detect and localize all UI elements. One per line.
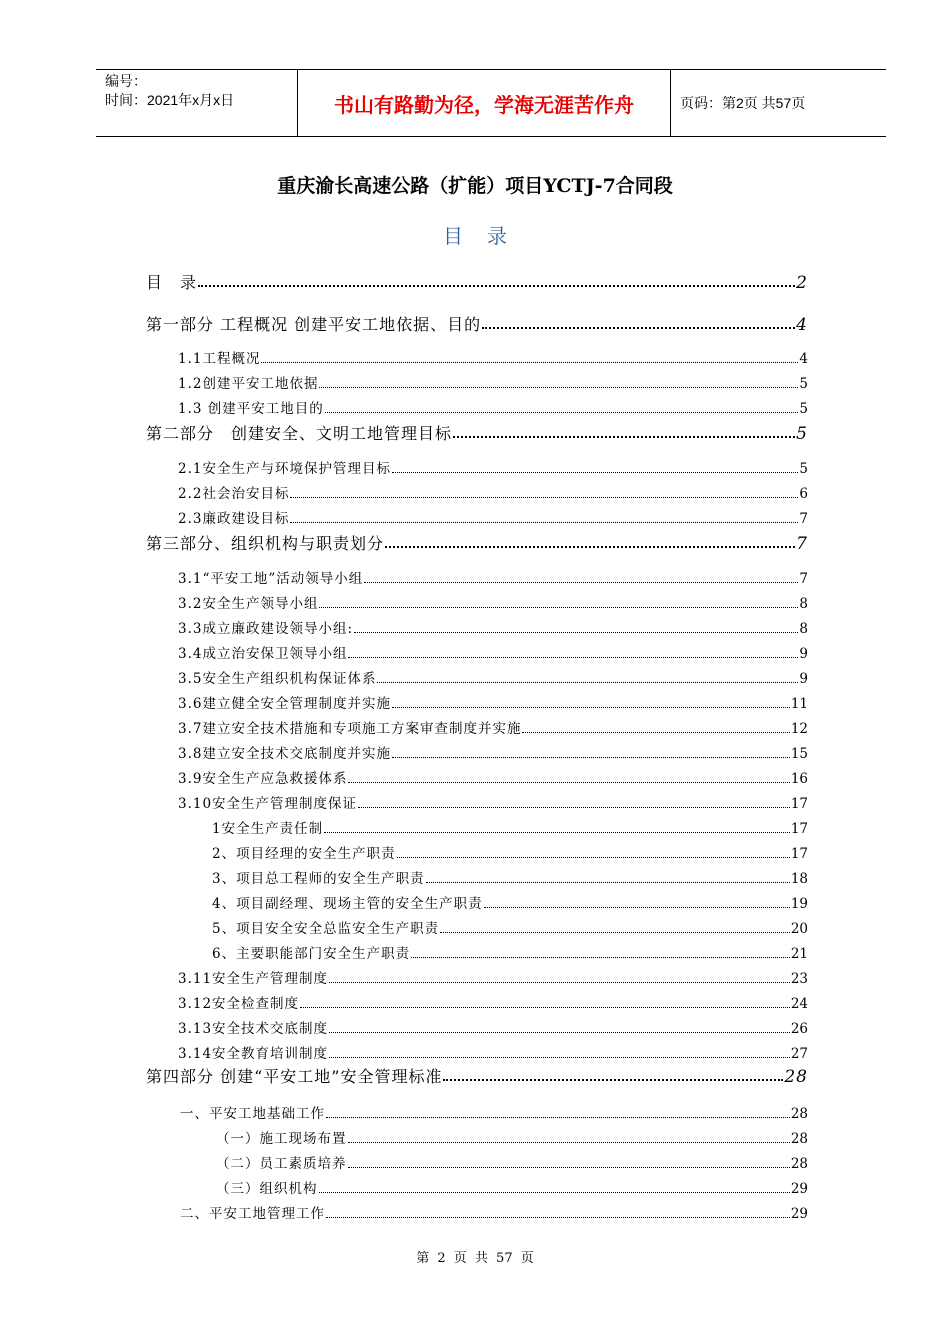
toc-dot-leader: [319, 1182, 790, 1193]
toc-dot-leader: [482, 313, 795, 329]
document-title: 重庆渝长高速公路（扩能）项目YCTJ-7合同段: [277, 175, 673, 197]
toc-dot-leader: [443, 1065, 783, 1081]
toc-entry-label: 5、项目安全安全总监安全生产职责: [212, 921, 440, 937]
toc-dot-leader: [329, 1022, 790, 1033]
toc-dot-leader: [354, 622, 798, 633]
toc-entry[interactable]: [146, 792, 808, 812]
toc-entry-label: 3.6建立健全安全管理制度并实施: [178, 696, 391, 712]
toc-entry-page: 5: [799, 461, 808, 477]
toc-entry-page: 20: [790, 921, 808, 937]
toc-entry-label: 3.5安全生产组织机构保证体系: [178, 671, 377, 687]
toc-entry-label: 1.2创建平安工地依据: [178, 376, 319, 392]
toc-entry-label: 3.7建立安全技术措施和专项施工方案审查制度并实施: [178, 721, 522, 737]
toc-dot-leader: [348, 1157, 790, 1168]
toc-entry-page: 17: [790, 846, 808, 862]
toc-entry-page: 29: [790, 1206, 808, 1222]
toc-entry-label: 一、平安工地基础工作: [180, 1106, 325, 1122]
toc-entry-page: 28: [784, 1067, 808, 1087]
toc-entry-page: 21: [790, 946, 808, 962]
toc-entry-label: 3.10安全生产管理制度保证: [178, 796, 358, 812]
toc-dot-leader: [522, 722, 789, 733]
toc-entry[interactable]: [146, 482, 808, 502]
toc-entry-page: 27: [790, 1046, 808, 1062]
toc-entry[interactable]: [146, 1202, 808, 1222]
toc-heading: 目录: [443, 224, 531, 248]
toc-entry-page: 9: [799, 671, 808, 687]
toc-entry-label: 3.9安全生产应急救援体系: [178, 771, 348, 787]
toc-entry[interactable]: [146, 642, 808, 662]
toc-entry[interactable]: [146, 967, 808, 987]
toc-entry-label: 二、平安工地管理工作: [180, 1206, 325, 1222]
header-page-info: 页码：第2页 共57页: [680, 95, 806, 111]
toc-entry[interactable]: [146, 817, 808, 837]
toc-entry-page: 28: [790, 1106, 808, 1122]
toc-dot-leader: [329, 972, 790, 983]
toc-dot-leader: [319, 597, 798, 608]
toc-entry-page: 24: [790, 996, 808, 1012]
toc-entry-label: 6、主要职能部门安全生产职责: [212, 946, 411, 962]
toc-dot-leader: [348, 647, 798, 658]
toc-entry-label: 2.3廉政建设目标: [178, 511, 290, 527]
toc-entry[interactable]: [146, 942, 808, 962]
toc-entry-page: 17: [790, 821, 808, 837]
toc-entry-label: 1.3 创建平安工地目的: [178, 401, 324, 417]
toc-entry-label: 3.12安全检查制度: [178, 996, 300, 1012]
toc-entry-part[interactable]: [146, 1064, 808, 1087]
toc-entry-label: 2.1安全生产与环境保护管理目标: [178, 461, 391, 477]
toc-entry-page: 26: [790, 1021, 808, 1037]
toc-entry[interactable]: [146, 397, 808, 417]
header-meta: [105, 72, 234, 110]
toc-entry[interactable]: [146, 372, 808, 392]
toc-entry[interactable]: [146, 992, 808, 1012]
toc-entry-page: 9: [799, 646, 808, 662]
toc-dot-leader: [261, 352, 798, 363]
toc-entry[interactable]: [146, 917, 808, 937]
toc-entry[interactable]: [146, 1102, 808, 1122]
toc-entry[interactable]: [146, 1177, 808, 1197]
toc-dot-leader: [329, 1047, 790, 1058]
toc-dot-leader: [392, 462, 798, 473]
toc-dot-leader: [440, 922, 790, 933]
toc-dot-leader: [348, 772, 789, 783]
header-divider: [670, 70, 671, 136]
toc-entry[interactable]: [146, 1127, 808, 1147]
toc-entry-page: 12: [790, 721, 808, 737]
header-date: 时间：2021年x月x日: [105, 92, 235, 108]
toc-entry[interactable]: [146, 892, 808, 912]
toc-entry[interactable]: [146, 667, 808, 687]
toc-dot-leader: [484, 897, 790, 908]
toc-entry-page: 5: [796, 424, 808, 444]
toc-entry-label: 第一部分 工程概况 创建平安工地依据、目的: [146, 315, 482, 334]
toc-dot-leader: [364, 572, 798, 583]
toc-entry-page: 8: [799, 596, 808, 612]
toc-dot-leader: [385, 532, 795, 548]
toc-entry-page: 6: [799, 486, 808, 502]
toc-entry-label: 3.11安全生产管理制度: [178, 971, 329, 987]
toc-entry-part[interactable]: [146, 270, 808, 293]
toc-entry-label: 3.3成立廉政建设领导小组:: [178, 621, 354, 637]
toc-entry-label: 3、项目总工程师的安全生产职责: [212, 871, 425, 887]
toc-entry-page: 18: [790, 871, 808, 887]
toc-entry-label: 第二部分 创建安全、文明工地管理目标: [146, 424, 453, 443]
toc-dot-leader: [392, 697, 790, 708]
toc-entry[interactable]: [146, 507, 808, 527]
toc-entry-label: 2.2社会治安目标: [178, 486, 290, 502]
toc-entry-label: 目 录: [146, 273, 198, 292]
toc-entry-label: （一）施工现场布置: [216, 1131, 347, 1147]
toc-entry[interactable]: [146, 1152, 808, 1172]
toc-entry-page: 7: [796, 534, 808, 554]
header-number-label: 编号：: [105, 73, 147, 89]
toc-entry[interactable]: [146, 1017, 808, 1037]
toc-entry-label: 1安全生产责任制: [212, 821, 324, 837]
toc-dot-leader: [411, 947, 790, 958]
toc-entry[interactable]: [146, 1042, 808, 1062]
toc-dot-leader: [358, 797, 790, 808]
toc-entry-label: （二）员工素质培养: [216, 1156, 347, 1172]
toc-entry-page: 19: [790, 896, 808, 912]
toc-entry-label: （三）组织机构: [216, 1181, 318, 1197]
toc-entry-label: 4、项目副经理、现场主管的安全生产职责: [212, 896, 483, 912]
toc-entry[interactable]: [146, 842, 808, 862]
toc-dot-leader: [397, 847, 790, 858]
toc-entry[interactable]: [146, 767, 808, 787]
toc-entry-page: 28: [790, 1131, 808, 1147]
toc-entry[interactable]: [146, 567, 808, 587]
toc-dot-leader: [319, 377, 798, 388]
toc-entry-label: 第四部分 创建“平安工地”安全管理标准: [146, 1067, 443, 1086]
toc-entry[interactable]: [146, 742, 808, 762]
header-motto: 书山有路勤为径，学海无涯苦作舟: [334, 92, 634, 117]
toc-dot-leader: [290, 487, 798, 498]
toc-entry-page: 5: [799, 376, 808, 392]
toc-entry[interactable]: [146, 717, 808, 737]
toc-entry-page: 15: [790, 746, 808, 762]
toc-entry-label: 3.13安全技术交底制度: [178, 1021, 329, 1037]
page-footer: 第 2 页 共 57 页: [416, 1251, 534, 1266]
toc-entry-label: 2、项目经理的安全生产职责: [212, 846, 396, 862]
toc-entry-page: 28: [790, 1156, 808, 1172]
toc-entry-part[interactable]: [146, 312, 808, 335]
toc-entry-label: 3.2安全生产领导小组: [178, 596, 319, 612]
toc-entry-page: 23: [790, 971, 808, 987]
toc-entry-label: 3.14安全教育培训制度: [178, 1046, 329, 1062]
toc-entry-page: 2: [796, 273, 808, 293]
toc-entry-page: 4: [799, 351, 808, 367]
toc-dot-leader: [392, 747, 790, 758]
toc-entry[interactable]: [146, 692, 808, 712]
toc-dot-leader: [324, 822, 790, 833]
toc-entry[interactable]: [146, 457, 808, 477]
toc-entry-label: 3.4成立治安保卫领导小组: [178, 646, 348, 662]
toc-entry[interactable]: [146, 592, 808, 612]
toc-dot-leader: [300, 997, 790, 1008]
toc-dot-leader: [326, 1107, 790, 1118]
toc-entry-page: 11: [790, 696, 808, 712]
toc-entry-page: 7: [799, 571, 808, 587]
toc-entry-page: 7: [799, 511, 808, 527]
toc-entry-part[interactable]: [146, 531, 808, 554]
toc-entry-page: 8: [799, 621, 808, 637]
toc-entry-page: 29: [790, 1181, 808, 1197]
toc-entry[interactable]: [146, 347, 808, 367]
toc-dot-leader: [377, 672, 798, 683]
toc-entry-label: 3.1“平安工地”活动领导小组: [178, 571, 364, 587]
toc-entry-label: 1.1工程概况: [178, 351, 261, 367]
toc-dot-leader: [426, 872, 790, 883]
toc-entry-label: 第三部分、组织机构与职责划分: [146, 534, 385, 553]
toc-entry-page: 5: [799, 401, 808, 417]
toc-dot-leader: [198, 271, 795, 287]
toc-dot-leader: [290, 512, 798, 523]
toc-dot-leader: [348, 1132, 790, 1143]
toc-entry-page: 4: [796, 315, 808, 335]
toc-dot-leader: [453, 422, 795, 438]
toc-entry-part[interactable]: [146, 421, 808, 444]
toc-entry-label: 3.8建立安全技术交底制度并实施: [178, 746, 391, 762]
toc-entry[interactable]: [146, 867, 808, 887]
toc-dot-leader: [326, 1207, 790, 1218]
toc-dot-leader: [325, 402, 799, 413]
toc-entry[interactable]: [146, 617, 808, 637]
header-table: [96, 69, 886, 137]
toc-entry-page: 16: [790, 771, 808, 787]
toc-entry-page: 17: [790, 796, 808, 812]
